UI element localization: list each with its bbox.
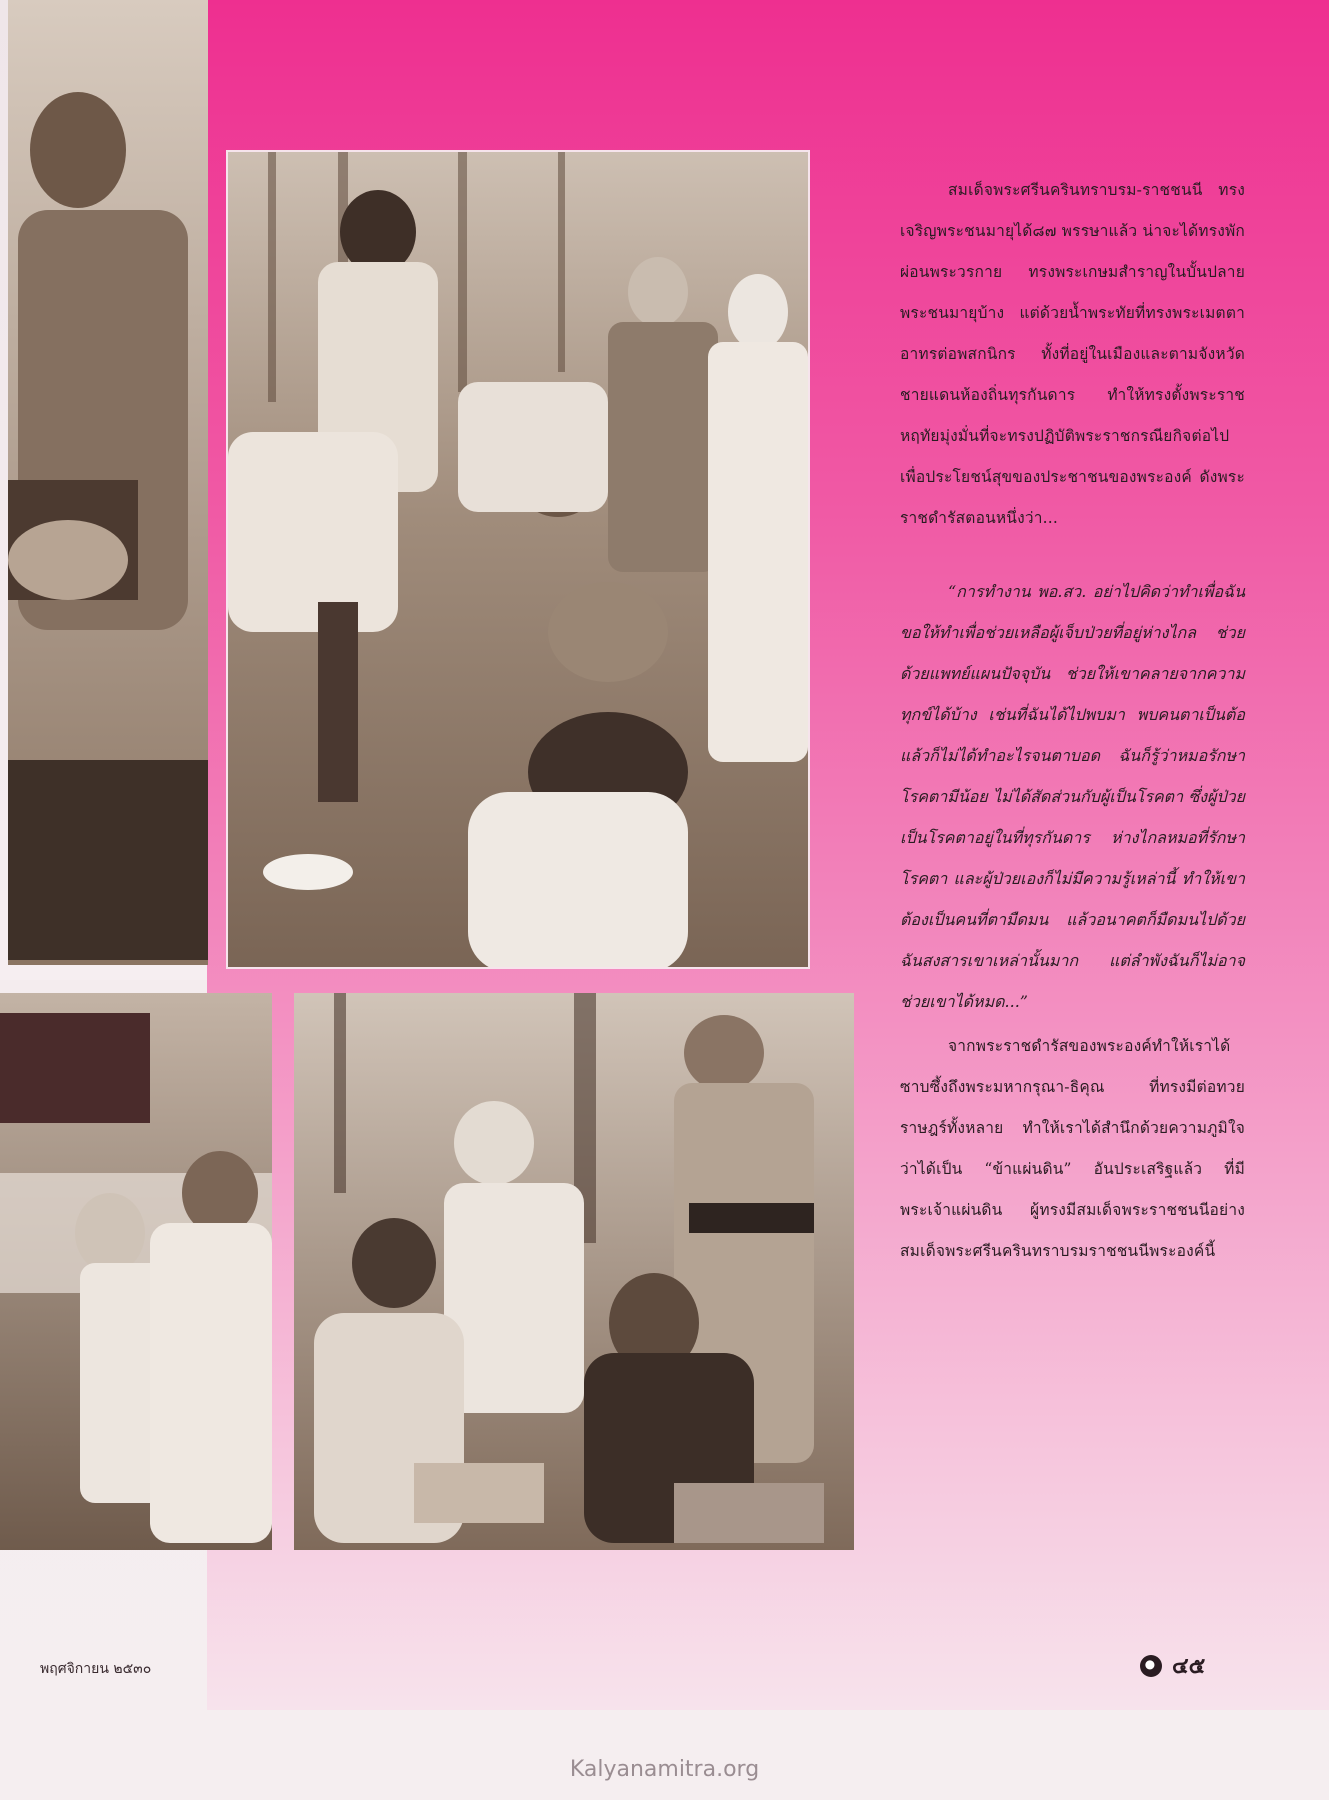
- photo-crowd-with-banner: [0, 993, 272, 1550]
- article-paragraph-1: สมเด็จพระศรีนครินทราบรม-ราชชนนี ทรงเจริญพระชนมายุได้๘๗ พรรษาแล้ว น่าจะได้ทรงพักผ่อนพระวรกาย ทรงพระเกษมสำราญในบั้นปลายพระชนมายุบ้าง แต่ด้วยน้ำพระทัยที่ทรงพระเมตตาอาทรต่อพสกนิกร ทั้งที่อยู่ในเมืองและตามจังหวัดชายแดนห้องถิ่นทุรกันดาร ทำให้ทรงตั้งพระราชหฤทัยมุ่งมั่นที่จะทรงปฏิบัติพระราชกรณียกิจต่อไป เพื่อประโยชน์สุขของประชาชนของพระองค์ ดังพระราชดำรัสตอนหนึ่งว่า...: [900, 181, 1245, 527]
- watermark: Kalyanamitra.org: [569, 1757, 760, 1782]
- photo-left-soldier-holding-bowl: [8, 0, 208, 965]
- footer-page-marker: [1140, 1648, 1205, 1683]
- article-text-column: [900, 170, 1245, 1272]
- page-marker-circle-icon: [1140, 1655, 1162, 1677]
- page-number: ๔๕: [1172, 1654, 1206, 1679]
- footer-issue-date: พฤศจิกายน ๒๕๓๐: [40, 1661, 152, 1677]
- article-paragraph-2: จากพระราชดำรัสของพระองค์ทำให้เราได้ซาบซึ้งถึงพระมหากรุณา-ธิคุณ ที่ทรงมีต่อทวยราษฎร์ทั้งหลาย ทำให้เราได้สำนึกด้วยความภูมิใจว่าได้เป็น “ข้าแผ่นดิน” อันประเสริฐแล้ว ที่มีพระเจ้าแผ่นดิน ผู้ทรงมีสมเด็จพระราชชนนีอย่างสมเด็จพระศรีนครินทราบรมราชชนนีพระองค์นี้: [900, 1037, 1245, 1260]
- royal-speech-quote: “การทำงาน พอ.สว. อย่าไปคิดว่าทำเพื่อฉัน ขอให้ทำเพื่อช่วยเหลือผู้เจ็บป่วยที่อยู่ห่างไกล ช่วยด้วยแพทย์แผนปัจจุบัน ช่วยให้เขาคลายจากความทุกข์ได้บ้าง เช่นที่ฉันได้ไปพบมา พบคนตาเป็นต้อแล้วก็ไม่ได้ทำอะไรจนตาบอด ฉันก็รู้ว่าหมอรักษาโรคตามีน้อย ไม่ได้สัดส่วนกับผู้เป็นโรคตา ซึ่งผู้ป่วยเป็นโรคตาอยู่ในที่ทุรกันดาร ห่างไกลหมอที่รักษาโรคตา และผู้ป่วยเองก็ไม่มีความรู้เหล่านี้ ทำให้เขาต้องเป็นคนที่ตามืดมน แล้วอนาคตก็มืดมนไปด้วย ฉันสงสารเขาเหล่านั้นมาก แต่ลำพังฉันก็ไม่อาจช่วยเขาได้หมด...”: [900, 582, 1245, 1011]
- photo-crowd-with-prosthetic-leg: [228, 152, 808, 967]
- photo-patients-receiving-gifts: [294, 993, 854, 1550]
